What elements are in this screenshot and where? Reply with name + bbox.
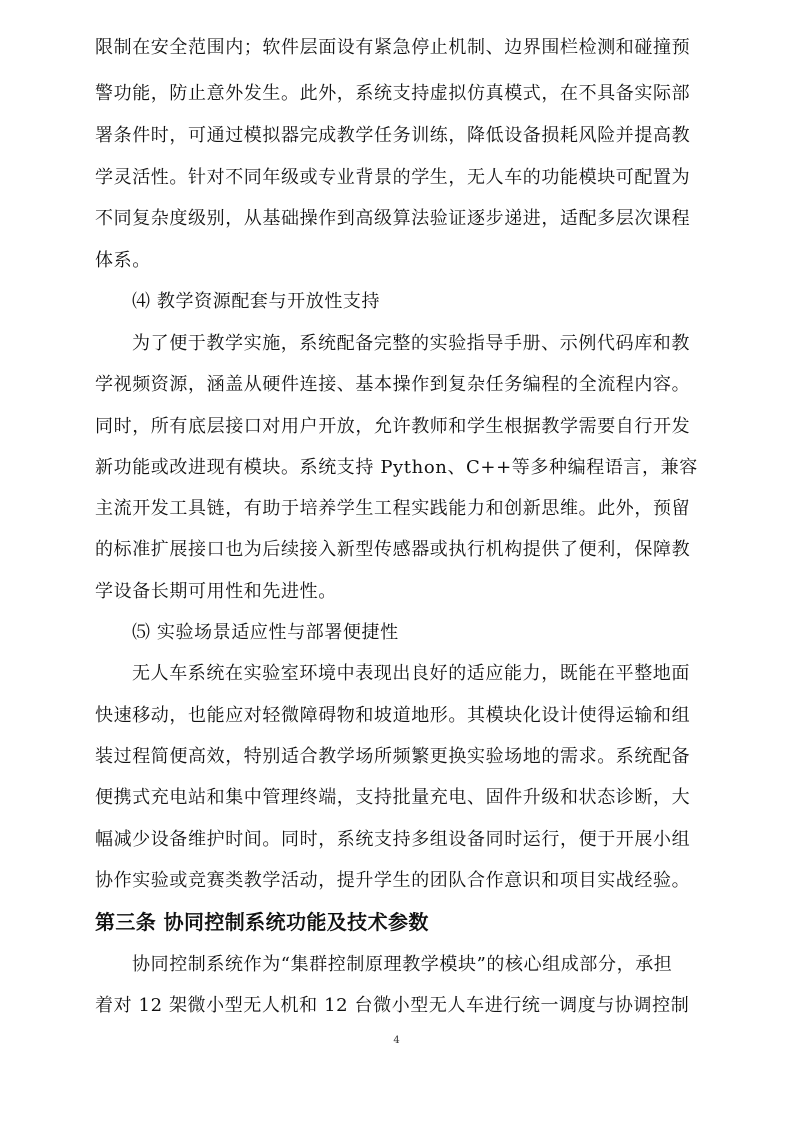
body-text-line: 学视频资源，涵盖从硬件连接、基本操作到复杂任务编程的全流程内容。 bbox=[95, 374, 691, 395]
body-text-line: 新功能或改进现有模块。系统支持 Python、C++等多种编程语言，兼容 bbox=[95, 457, 698, 478]
body-text-line: 的标准扩展接口也为后续接入新型传感器或执行机构提供了便利，保障教 bbox=[95, 539, 691, 560]
body-text-line: 体系。 bbox=[95, 250, 151, 271]
body-text-line: 为了便于教学实施，系统配备完整的实验指导手册、示例代码库和教 bbox=[132, 333, 690, 354]
body-text-line: 主流开发工具链，有助于培养学生工程实践能力和创新思维。此外，预留 bbox=[95, 498, 691, 519]
body-text-line: 学设备长期可用性和先进性。 bbox=[95, 581, 337, 602]
section-heading: 第三条 协同控制系统功能及技术参数 bbox=[95, 910, 429, 934]
body-text-line: 限制在安全范围内；软件层面设有紧急停止机制、边界围栏检测和碰撞预 bbox=[95, 37, 691, 58]
body-text-line: 幅减少设备维护时间。同时，系统支持多组设备同时运行，便于开展小组 bbox=[95, 829, 691, 850]
body-text-line: 学灵活性。针对不同年级或专业背景的学生，无人车的功能模块可配置为 bbox=[95, 167, 691, 188]
body-text-line: 装过程简便高效，特别适合教学场所频繁更换实验场地的需求。系统配备 bbox=[95, 746, 691, 767]
body-text-line: 署条件时，可通过模拟器完成教学任务训练，降低设备损耗风险并提高教 bbox=[95, 125, 691, 146]
subsection-heading-4: ⑷ 教学资源配套与开放性支持 bbox=[132, 291, 381, 312]
body-text-line: 协作实验或竞赛类教学活动，提升学生的团队合作意识和项目实战经验。 bbox=[95, 870, 691, 891]
body-text-line: 便携式充电站和集中管理终端，支持批量充电、固件升级和状态诊断，大 bbox=[95, 787, 691, 808]
body-text-line: 着对 12 架微小型无人机和 12 台微小型无人车进行统一调度与协调控制 bbox=[95, 995, 690, 1016]
body-text-line: 无人车系统在实验室环境中表现出良好的适应能力，既能在平整地面 bbox=[132, 663, 690, 684]
body-text-line: 协同控制系统作为“集群控制原理教学模块”的核心组成部分，承担 bbox=[132, 954, 673, 975]
body-text-line: 警功能，防止意外发生。此外，系统支持虚拟仿真模式，在不具备实际部 bbox=[95, 83, 691, 104]
body-text-line: 不同复杂度级别，从基础操作到高级算法验证逐步递进，适配多层次课程 bbox=[95, 208, 691, 229]
subsection-heading-5: ⑸ 实验场景适应性与部署便捷性 bbox=[132, 622, 399, 643]
body-text-line: 快速移动，也能应对轻微障碍物和坡道地形。其模块化设计使得运输和组 bbox=[95, 705, 691, 726]
body-text-line: 同时，所有底层接口对用户开放，允许教师和学生根据教学需要自行开发 bbox=[95, 416, 691, 437]
page-number: 4 bbox=[393, 1035, 400, 1046]
